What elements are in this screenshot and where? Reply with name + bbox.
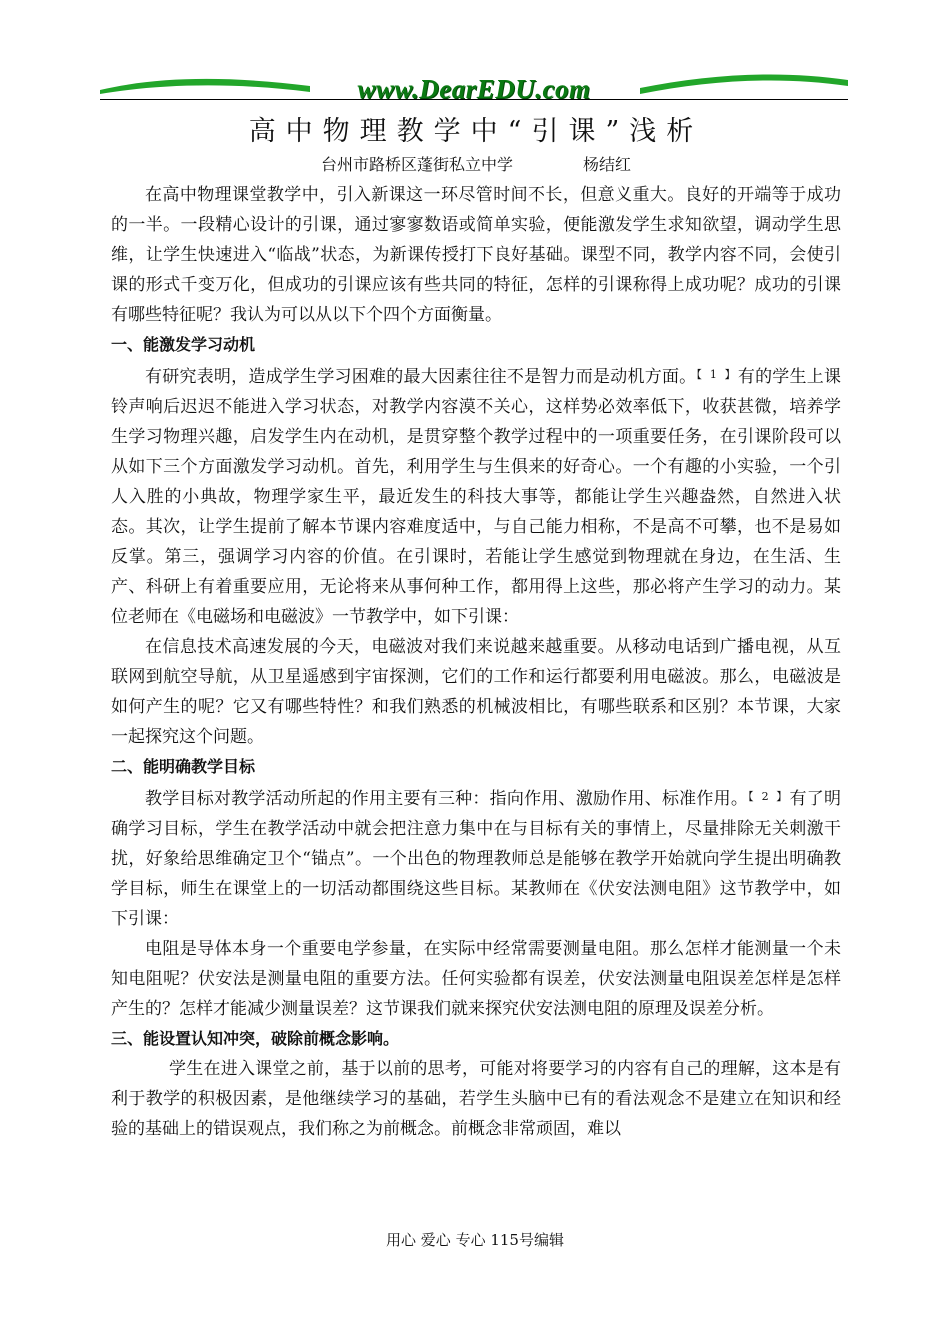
section-heading-2: 二、能明确教学目标 [111,757,256,776]
section-2-paragraph-2: 电阻是导体本身一个重要电学参量，在实际中经常需要测量电阻。那么怎样才能测量一个未知电阻呢？伏安法是测量电阻的重要方法。任何实验都有误差，伏安法测量电阻误差怎样是怎样产生的？怎样才能减少测量误差？这节课我们就来探究伏安法测电阻的原理及误差分析。 [111,939,841,1019]
author-name: 杨结红 [583,155,632,174]
section-1-text-a: 有研究表明，造成学生学习困难的最大因素往往不是智力而是动机方面。 [145,367,697,387]
section-3-paragraph-1: 学生在进入课堂之前，基于以前的思考，可能对将要学习的内容有自己的理解，这本是有利于教学的积极因素，是他继续学习的基础，若学生头脑中已有的看法观念不是建立在知识和经验的基础上的错误观点，我们称之为前概念。前概念非常顽固，难以 [111,1059,841,1139]
section-1-text-b: 有的学生上课铃声响后迟迟不能进入学习状态，对教学内容漠不关心，这样势必效率低下，收获甚微，培养学生学习物理兴趣，启发学生内在动机，是贯穿整个教学过程中的一项重要任务，在引课阶段可以从如下三个方面激发学习动机。首先，利用学生与生俱来的好奇心。一个有趣的小实验，一个引人入胜的小典故，物理学家生平，最近发生的科技大事等，都能让学生兴趣盎然，自然进入状态。其次，让学生提前了解本节课内容难度适中，与自己能力相称，不是高不可攀，也不是易如反掌。第三，强调学习内容的价值。在引课时，若能让学生感觉到物理就在身边，在生活、生产、科研上有着重要应用，无论将来从事何种工作，都用得上这些，那必将产生学习的动力。某位老师在《电磁场和电磁波》一节教学中，如下引课： [111,367,842,627]
header-divider [100,99,848,100]
school-name: 台州市路桥区蓬街私立中学 [320,155,513,174]
section-2-paragraph-1 [111,782,841,934]
section-2-text-b: 有了明确学习目标，学生在教学活动中就会把注意力集中在与目标有关的事情上，尽量排除无关刺激干扰，好象给思维确定卫个“锚点”。一个出色的物理教师总是能够在教学开始就向学生提出明确教学目标，师生在课堂上的一切活动都围绕这些目标。某教师在《伏安法测电阻》这节教学中，如下引课： [111,789,841,929]
section-1-paragraph-1 [111,360,841,632]
page-footer: 用心 爱心 专心 115号编辑 [386,1231,564,1249]
intro-paragraph: 在高中物理课堂教学中，引入新课这一环尽管时间不长，但意义重大。良好的开端等于成功的一半。一段精心设计的引课，通过寥寥数语或简单实验，便能激发学生求知欲望，调动学生思维，让学生快速进入“临战”状态，为新课传授打下良好基础。课型不同，教学内容不同，会使引课的形式千变万化，但成功的引课应该有些共同的特征，怎样的引课称得上成功呢？成功的引课有哪些特征呢？我认为可以从以下个四个方面衡量。 [111,185,841,325]
citation-1: 【 1 】 [696,368,738,381]
byline [111,152,841,178]
site-logo[interactable]: www.DearEDU.com [357,74,591,104]
article-title: 高中物理教学中“引课”浅析 [248,116,704,147]
citation-2: 【 2 】 [748,790,790,803]
section-heading-1: 一、能激发学习动机 [111,335,256,354]
article [111,112,841,1144]
section-2-text-a: 教学目标对教学活动所起的作用主要有三种：指向作用、激励作用、标准作用。 [145,789,749,809]
section-heading-3: 三、能设置认知冲突，破除前概念影响。 [111,1029,400,1048]
section-1-paragraph-2: 在信息技术高速发展的今天，电磁波对我们来说越来越重要。从移动电话到广播电视，从互联网到航空导航，从卫星遥感到宇宙探测，它们的工作和运行都要利用电磁波。那么，电磁波是如何产生的呢？它又有哪些特性？和我们熟悉的机械波相比，有哪些联系和区别？本节课，大家一起探究这个问题。 [111,637,841,747]
site-header [100,66,848,106]
